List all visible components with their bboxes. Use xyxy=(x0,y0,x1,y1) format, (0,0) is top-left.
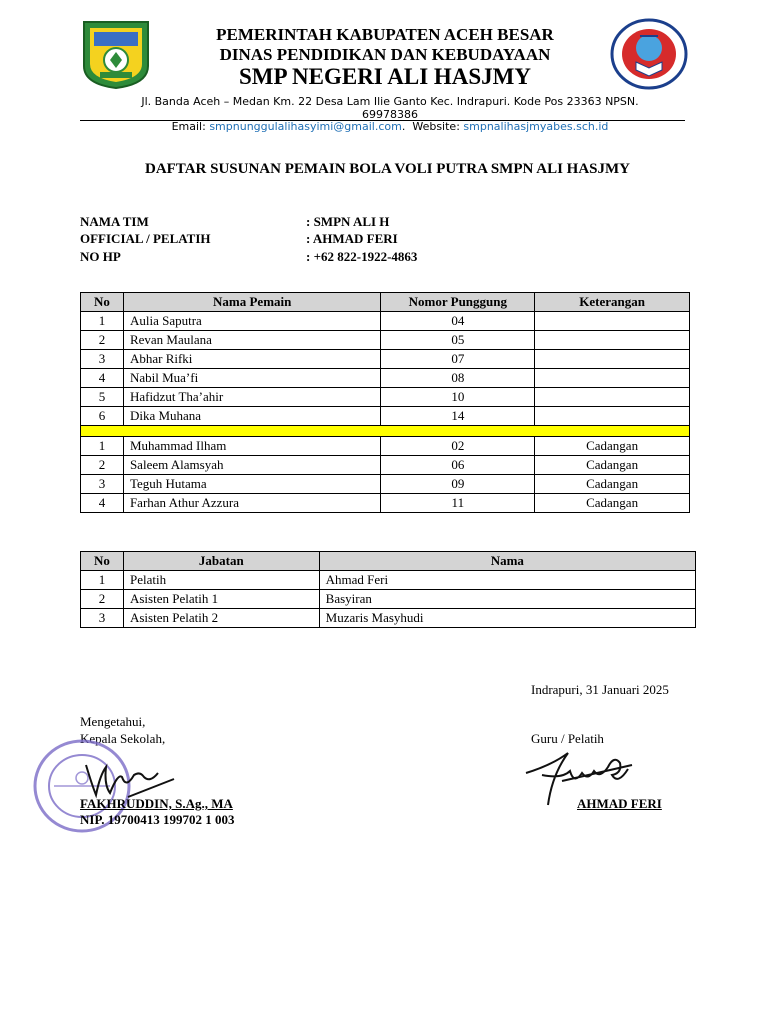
cell-no: 1 xyxy=(81,571,124,590)
principal-name: FAKHRUDDIN, S.Ag., MA xyxy=(80,796,233,811)
cell-position: Asisten Pelatih 2 xyxy=(123,609,319,628)
acknowledged-label: Mengetahui, xyxy=(80,714,146,729)
cell-name: Ahmad Feri xyxy=(319,571,695,590)
cell-no: 2 xyxy=(81,590,124,609)
table-row xyxy=(81,437,690,456)
table-row xyxy=(81,571,696,590)
cell-position: Asisten Pelatih 1 xyxy=(123,590,319,609)
info-phone-value: : +62 822-1922-4863 xyxy=(306,249,418,264)
cell-remarks: Cadangan xyxy=(535,437,690,456)
header-npsn: 69978386 xyxy=(362,108,418,121)
cell-remarks xyxy=(535,350,690,369)
cell-name: Abhar Rifki xyxy=(123,350,380,369)
cell-no: 3 xyxy=(81,475,124,494)
table-row xyxy=(81,609,696,628)
table-row xyxy=(81,590,696,609)
table-row xyxy=(81,388,690,407)
table-row xyxy=(81,494,690,513)
col-position: Jabatan xyxy=(123,552,319,571)
cell-remarks xyxy=(535,407,690,426)
cell-number: 10 xyxy=(381,388,535,407)
cell-number: 02 xyxy=(381,437,535,456)
col-remarks: Keterangan xyxy=(535,293,690,312)
cell-no: 1 xyxy=(81,437,124,456)
cell-no: 2 xyxy=(81,331,124,350)
header-address: Jl. Banda Aceh – Medan Km. 22 Desa Lam Ilie Ganto Kec. Indrapuri. Kode Pos 23363 NPSN. xyxy=(141,95,639,108)
table-row xyxy=(81,369,690,388)
info-phone-label: NO HP xyxy=(80,249,121,264)
cell-no: 2 xyxy=(81,456,124,475)
cell-name: Basyiran xyxy=(319,590,695,609)
header-contact: Email: smpnunggulalihasyimi@gmail.com. Website: smpnalihasjmyabes.sch.id xyxy=(171,120,609,133)
table-row xyxy=(81,475,690,494)
principal-nip: NIP. 19700413 199702 1 003 xyxy=(80,812,235,827)
cell-no: 5 xyxy=(81,388,124,407)
separator-row xyxy=(81,426,690,437)
coach-name: AHMAD FERI xyxy=(577,796,662,811)
col-jersey-number: Nomor Punggung xyxy=(381,293,535,312)
cell-name: Revan Maulana xyxy=(123,331,380,350)
players-table xyxy=(80,292,690,513)
info-official-label: OFFICIAL / PELATIH xyxy=(80,231,211,246)
cell-remarks xyxy=(535,388,690,407)
coach-title: Guru / Pelatih xyxy=(531,731,604,746)
place-date: Indrapuri, 31 Januari 2025 xyxy=(531,682,669,697)
email-label: Email: xyxy=(171,120,206,133)
header-school-name: SMP NEGERI ALI HASJMY xyxy=(238,64,531,89)
info-team-value: : SMPN ALI H xyxy=(306,214,390,229)
cell-name: Saleem Alamsyah xyxy=(123,456,380,475)
cell-number: 11 xyxy=(381,494,535,513)
cell-remarks: Cadangan xyxy=(535,456,690,475)
cell-number: 08 xyxy=(381,369,535,388)
col-no: No xyxy=(81,293,124,312)
cell-number: 07 xyxy=(381,350,535,369)
cell-no: 3 xyxy=(81,350,124,369)
table-row xyxy=(81,331,690,350)
info-official-value: : AHMAD FERI xyxy=(306,231,398,246)
cell-remarks xyxy=(535,369,690,388)
cell-name: Muzaris Masyhudi xyxy=(319,609,695,628)
cell-name: Hafidzut Tha’ahir xyxy=(123,388,380,407)
separator-cell xyxy=(81,426,690,437)
cell-name: Muhammad Ilham xyxy=(123,437,380,456)
cell-remarks xyxy=(535,331,690,350)
table-row xyxy=(81,350,690,369)
cell-no: 3 xyxy=(81,609,124,628)
cell-name: Dika Muhana xyxy=(123,407,380,426)
table-row xyxy=(81,407,690,426)
website-label: Website: xyxy=(412,120,460,133)
cell-no: 1 xyxy=(81,312,124,331)
cell-number: 05 xyxy=(381,331,535,350)
table-row xyxy=(81,456,690,475)
cell-number: 06 xyxy=(381,456,535,475)
cell-name: Teguh Hutama xyxy=(123,475,380,494)
header-line-2: DINAS PENDIDIKAN DAN KEBUDAYAAN xyxy=(219,45,551,64)
school-logo xyxy=(610,18,688,90)
col-no: No xyxy=(81,552,124,571)
email-link[interactable]: smpnunggulalihasyimi@gmail.com xyxy=(209,120,402,133)
col-name: Nama xyxy=(319,552,695,571)
cell-no: 4 xyxy=(81,494,124,513)
cell-number: 09 xyxy=(381,475,535,494)
aceh-besar-logo xyxy=(80,16,152,90)
header-line-1: PEMERINTAH KABUPATEN ACEH BESAR xyxy=(216,25,554,44)
staff-table-header xyxy=(81,552,696,571)
info-team-label: NAMA TIM xyxy=(80,214,149,229)
table-row xyxy=(81,312,690,331)
players-table-header xyxy=(81,293,690,312)
cell-number: 14 xyxy=(381,407,535,426)
cell-no: 6 xyxy=(81,407,124,426)
cell-number: 04 xyxy=(381,312,535,331)
cell-name: Aulia Saputra xyxy=(123,312,380,331)
cell-remarks xyxy=(535,312,690,331)
cell-remarks: Cadangan xyxy=(535,494,690,513)
cell-remarks: Cadangan xyxy=(535,475,690,494)
staff-table xyxy=(80,551,696,628)
document-title: DAFTAR SUSUNAN PEMAIN BOLA VOLI PUTRA SMPN ALI HASJMY xyxy=(144,161,631,177)
website-link[interactable]: smpnalihasjmyabes.sch.id xyxy=(463,120,609,133)
cell-position: Pelatih xyxy=(123,571,319,590)
principal-title: Kepala Sekolah, xyxy=(80,731,166,746)
cell-name: Nabil Mua’fi xyxy=(123,369,380,388)
cell-name: Farhan Athur Azzura xyxy=(123,494,380,513)
cell-no: 4 xyxy=(81,369,124,388)
col-player-name: Nama Pemain xyxy=(123,293,380,312)
